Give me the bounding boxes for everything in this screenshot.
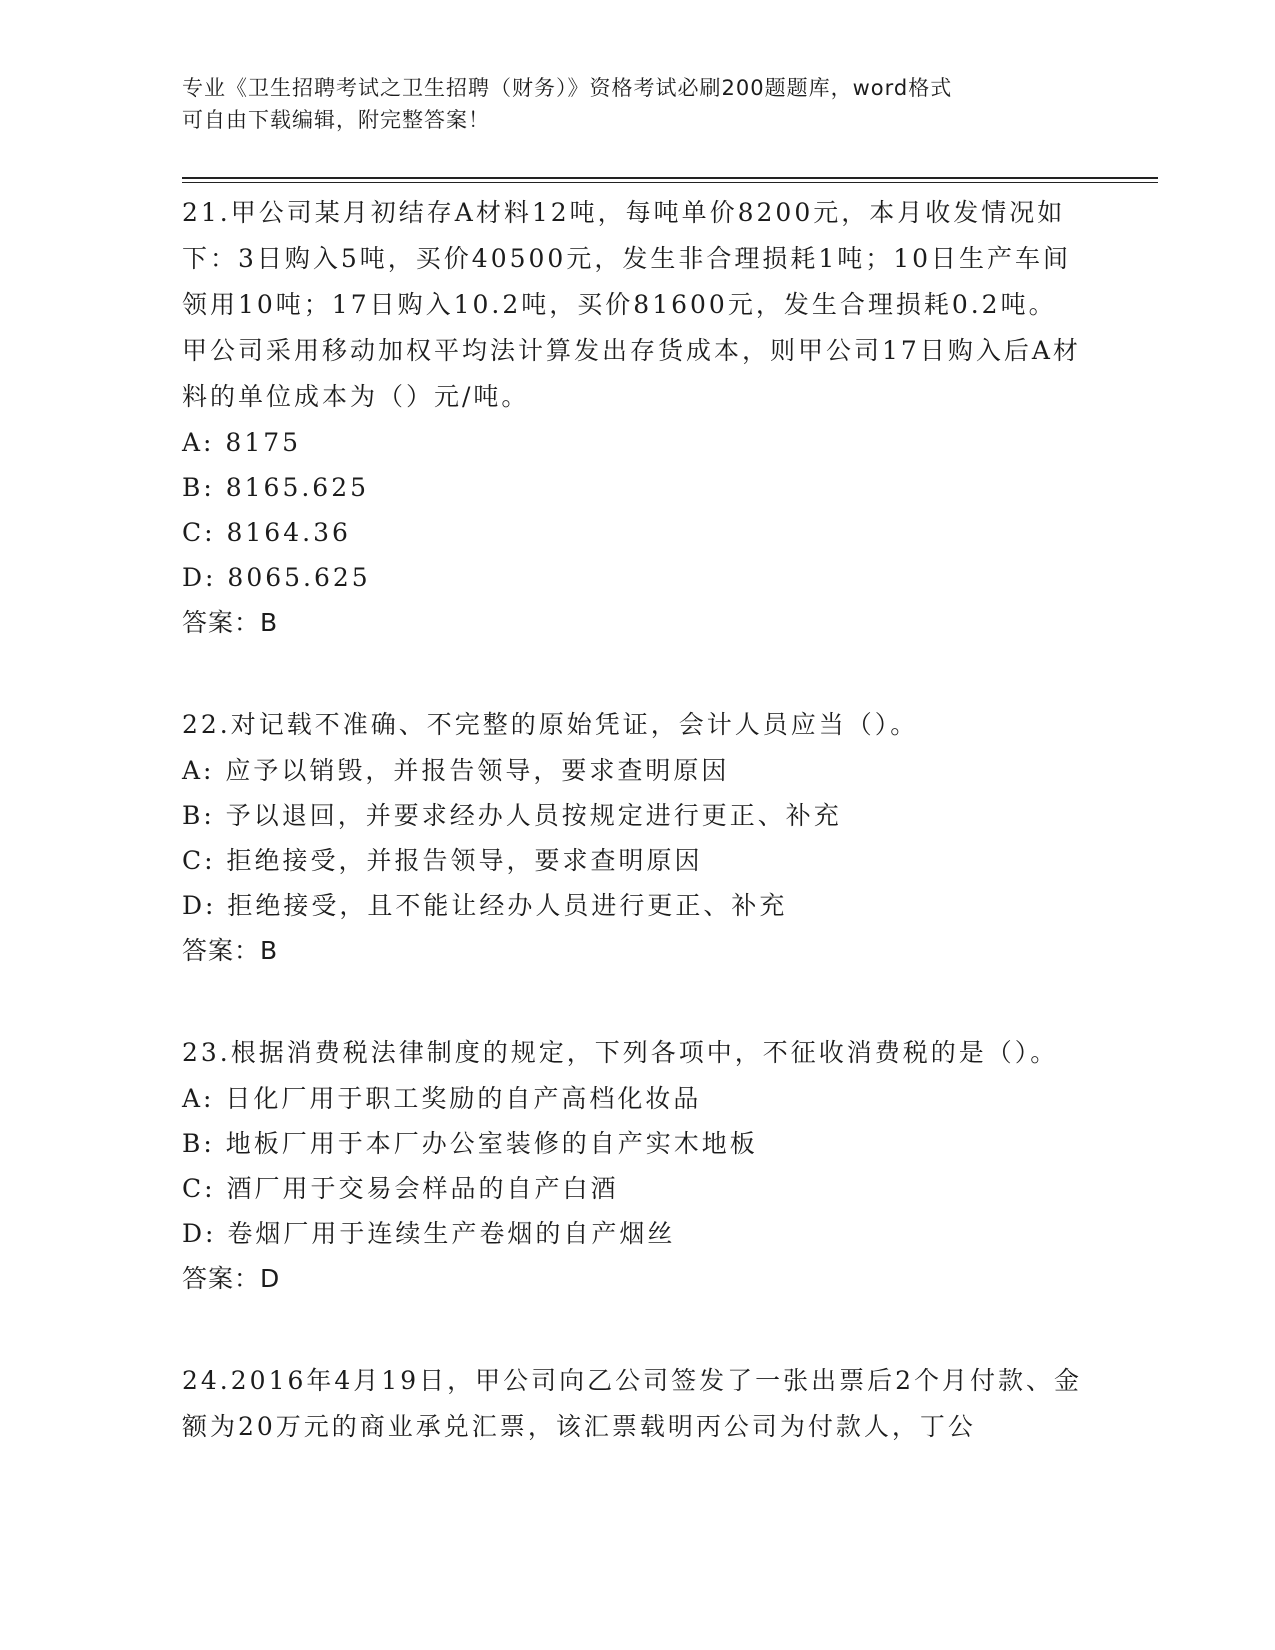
option-b: B: 予以退回，并要求经办人员按规定进行更正、补充 — [182, 801, 842, 830]
option-a: A: 8175 — [182, 428, 302, 457]
option-b: B: 地板厂用于本厂办公室装修的自产实木地板 — [182, 1129, 758, 1158]
document-header — [182, 72, 1062, 136]
header-divider-thin — [182, 182, 1158, 183]
question-22 — [182, 702, 1082, 974]
question-stem: 22.对记载不准确、不完整的原始凭证，会计人员应当（）。 — [182, 710, 919, 739]
answer-label: 答案：B — [182, 936, 279, 965]
option-b: B: 8165.625 — [182, 473, 370, 502]
answer-label: 答案：D — [182, 1264, 281, 1293]
option-a: A: 应予以销毁，并报告领导，要求查明原因 — [182, 756, 730, 785]
option-d: D: 8065.625 — [182, 563, 371, 592]
header-divider-thick — [182, 177, 1158, 179]
answer-label: 答案：B — [182, 608, 279, 637]
option-c: C: 8164.36 — [182, 518, 351, 547]
question-list — [182, 190, 1082, 1506]
option-c: C: 酒厂用于交易会样品的自产白酒 — [182, 1174, 619, 1203]
question-24 — [182, 1358, 1082, 1450]
question-stem: 24.2016年4月19日，甲公司向乙公司签发了一张出票后2个月付款、金额为20万元的商业承兑汇票，该汇票载明丙公司为付款人，丁公 — [182, 1366, 1083, 1441]
question-stem: 21.甲公司某月初结存A材料12吨，每吨单价8200元，本月收发情况如下：3日购入5吨，买价40500元，发生非合理损耗1吨；10日生产车间领用10吨；17日购入10.2吨，买价81600元，发生合理损耗0.2吨。甲公司采用移动加权平均法计算发出存货成本，则甲公司17日购入后A材料的单位成本为（）元/吨。 — [182, 198, 1081, 411]
header-line-1: 专业《卫生招聘考试之卫生招聘（财务）》资格考试必刷200题题库，word格式 — [182, 76, 953, 100]
option-d: D: 卷烟厂用于连续生产卷烟的自产烟丝 — [182, 1219, 676, 1248]
option-d: D: 拒绝接受，且不能让经办人员进行更正、补充 — [182, 891, 788, 920]
question-23 — [182, 1030, 1082, 1302]
option-a: A: 日化厂用于职工奖励的自产高档化妆品 — [182, 1084, 702, 1113]
question-stem: 23.根据消费税法律制度的规定，下列各项中，不征收消费税的是（）。 — [182, 1038, 1059, 1067]
option-c: C: 拒绝接受，并报告领导，要求查明原因 — [182, 846, 703, 875]
question-21 — [182, 190, 1082, 646]
header-line-2: 可自由下载编辑，附完整答案！ — [182, 108, 490, 132]
